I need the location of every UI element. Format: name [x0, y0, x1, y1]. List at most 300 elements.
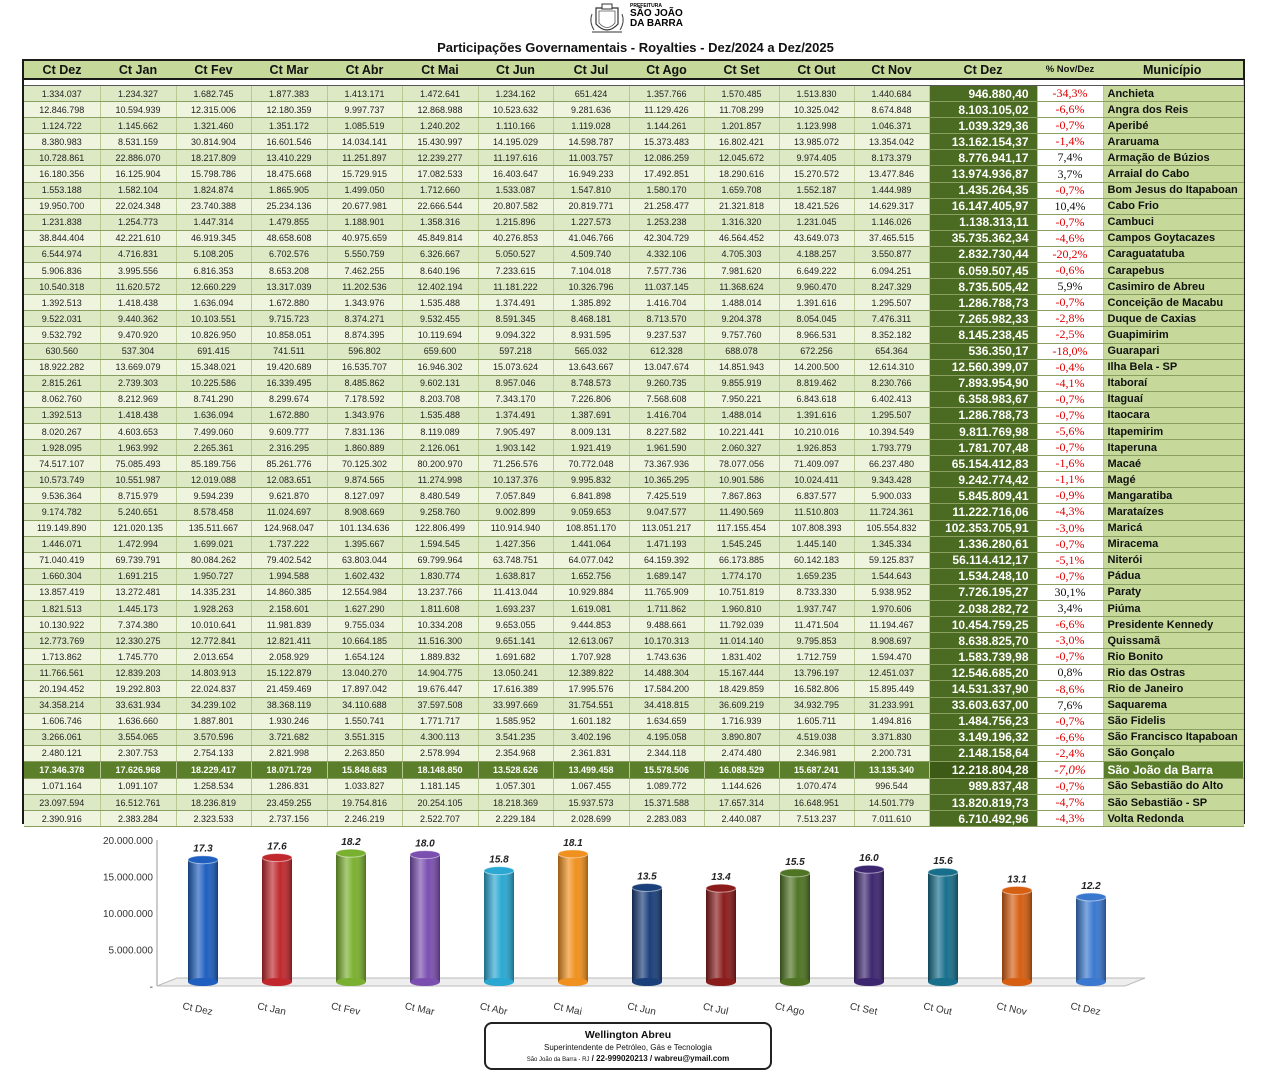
author-city: São João da Barra - RJ: [526, 1057, 590, 1063]
municipio-cell: Paraty: [1103, 584, 1243, 600]
month-value-cell: 2.323.533: [176, 811, 251, 827]
pct-change-cell: 3,7%: [1037, 166, 1103, 182]
month-value-cell: 1.552.187: [779, 182, 854, 198]
month-value-cell: 22.024.837: [176, 681, 251, 697]
table-row: [24, 440, 1243, 456]
dec-2025-value-cell: 33.603.637,00: [929, 697, 1037, 713]
dec-2025-value-cell: 6.710.492,96: [929, 811, 1037, 827]
month-value-cell: 34.932.795: [779, 697, 854, 713]
month-value-cell: 1.488.014: [704, 295, 779, 311]
month-value-cell: 1.357.766: [629, 86, 704, 102]
month-value-cell: 7.104.018: [553, 263, 629, 279]
month-value-cell: 14.860.385: [251, 584, 327, 600]
month-value-cell: 1.145.662: [100, 118, 176, 134]
month-value-cell: 1.358.316: [402, 214, 478, 230]
municipio-cell: Volta Redonda: [1103, 811, 1243, 827]
month-value-cell: 1.374.491: [478, 407, 553, 423]
month-value-cell: 1.321.460: [176, 118, 251, 134]
pct-change-cell: -6,6%: [1037, 102, 1103, 118]
month-value-cell: 8.173.379: [854, 150, 929, 166]
logo-line-3: DA BARRA: [630, 18, 683, 29]
month-value-cell: 15.895.449: [854, 681, 929, 697]
month-value-cell: 19.950.700: [24, 198, 100, 214]
month-value-cell: 1.672.880: [251, 407, 327, 423]
dec-2025-value-cell: 1.781.707,48: [929, 440, 1037, 456]
month-value-cell: 69.799.964: [402, 552, 478, 568]
pct-change-cell: 0,8%: [1037, 665, 1103, 681]
month-value-cell: 10.225.586: [176, 375, 251, 391]
month-value-cell: 10.573.749: [24, 472, 100, 488]
month-value-cell: 2.440.087: [704, 811, 779, 827]
month-value-cell: 1.215.896: [478, 214, 553, 230]
month-value-cell: 1.295.507: [854, 407, 929, 423]
dec-2025-value-cell: 9.811.769,98: [929, 423, 1037, 439]
month-value-cell: 4.188.257: [779, 246, 854, 262]
month-value-cell: 1.343.976: [327, 295, 402, 311]
bar-top: [706, 884, 736, 892]
month-value-cell: 124.968.047: [251, 520, 327, 536]
month-value-cell: 8.874.395: [327, 327, 402, 343]
municipio-cell: Presidente Kennedy: [1103, 617, 1243, 633]
month-value-cell: 1.636.660: [100, 713, 176, 729]
municipio-cell: Campos Goytacazes: [1103, 230, 1243, 246]
month-value-cell: 6.837.577: [779, 488, 854, 504]
month-value-cell: 18.421.526: [779, 198, 854, 214]
pct-change-cell: -3,0%: [1037, 520, 1103, 536]
column-header: Ct Ago: [629, 61, 704, 79]
month-value-cell: 63.748.751: [478, 552, 553, 568]
month-value-cell: 1.253.238: [629, 214, 704, 230]
month-value-cell: 11.620.572: [100, 279, 176, 295]
bar-shine: [854, 869, 884, 982]
dec-2025-value-cell: 14.531.337,90: [929, 681, 1037, 697]
bar-shine: [336, 853, 366, 982]
dec-2025-value-cell: 2.832.730,44: [929, 246, 1037, 262]
month-value-cell: 12.554.984: [327, 584, 402, 600]
month-value-cell: 1.144.626: [704, 778, 779, 794]
month-value-cell: 4.195.058: [629, 729, 704, 745]
dec-2025-value-cell: 3.149.196,32: [929, 729, 1037, 745]
bar-shine: [410, 855, 440, 982]
month-value-cell: 64.159.392: [629, 552, 704, 568]
month-value-cell: 6.544.974: [24, 246, 100, 262]
month-value-cell: 2.737.156: [251, 811, 327, 827]
month-value-cell: 8.054.045: [779, 311, 854, 327]
bar-base: [558, 978, 588, 986]
month-value-cell: 42.304.729: [629, 230, 704, 246]
month-value-cell: 5.240.651: [100, 504, 176, 520]
month-value-cell: 1.699.021: [176, 536, 251, 552]
bar-shine: [262, 858, 292, 982]
month-value-cell: 2.474.480: [704, 745, 779, 761]
month-value-cell: 1.950.727: [176, 568, 251, 584]
month-value-cell: 1.343.976: [327, 407, 402, 423]
month-value-cell: 64.077.042: [553, 552, 629, 568]
bar-data-label: 17.6: [267, 841, 287, 853]
column-header: % Nov/Dez: [1037, 61, 1103, 79]
month-value-cell: 8.741.290: [176, 391, 251, 407]
month-value-cell: 7.233.615: [478, 263, 553, 279]
table-row: [24, 86, 1243, 102]
pct-change-cell: -0,7%: [1037, 568, 1103, 584]
month-value-cell: 23.740.388: [176, 198, 251, 214]
month-value-cell: 14.034.141: [327, 134, 402, 150]
table-row: [24, 488, 1243, 504]
dec-2025-value-cell: 65.154.412,83: [929, 456, 1037, 472]
table-row: [24, 198, 1243, 214]
month-value-cell: 6.702.576: [251, 246, 327, 262]
author-contact-line: [486, 1054, 770, 1063]
pct-change-cell: -2,4%: [1037, 745, 1103, 761]
month-value-cell: 40.276.853: [478, 230, 553, 246]
pct-change-cell: -0,7%: [1037, 214, 1103, 230]
month-value-cell: 17.616.389: [478, 681, 553, 697]
month-value-cell: 8.908.697: [854, 633, 929, 649]
month-value-cell: 5.906.836: [24, 263, 100, 279]
pct-change-cell: -7,0%: [1037, 761, 1103, 778]
bar-top: [558, 850, 588, 858]
month-value-cell: 13.047.674: [629, 359, 704, 375]
pct-change-cell: -0,7%: [1037, 649, 1103, 665]
dec-2025-value-cell: 12.218.804,28: [929, 761, 1037, 778]
month-value-cell: 1.123.998: [779, 118, 854, 134]
bar-shine: [188, 860, 218, 982]
month-value-cell: 1.533.087: [478, 182, 553, 198]
month-value-cell: 21.459.469: [251, 681, 327, 697]
municipio-cell: Rio das Ostras: [1103, 665, 1243, 681]
month-value-cell: 34.418.815: [629, 697, 704, 713]
dec-2025-value-cell: 13.820.819,73: [929, 795, 1037, 811]
pct-change-cell: -8,6%: [1037, 681, 1103, 697]
month-value-cell: 31.233.991: [854, 697, 929, 713]
column-header: Ct Mai: [402, 61, 478, 79]
month-value-cell: 7.950.221: [704, 391, 779, 407]
y-tick-label: 5.000.000: [108, 945, 153, 957]
month-value-cell: 46.564.452: [704, 230, 779, 246]
month-value-cell: 1.085.519: [327, 118, 402, 134]
month-value-cell: 741.511: [251, 343, 327, 359]
month-value-cell: 691.415: [176, 343, 251, 359]
month-value-cell: 15.798.786: [176, 166, 251, 182]
month-value-cell: 11.197.616: [478, 150, 553, 166]
pct-change-cell: -2,5%: [1037, 327, 1103, 343]
dec-2025-value-cell: 8.103.105,02: [929, 102, 1037, 118]
month-value-cell: 651.424: [553, 86, 629, 102]
bar-7: [706, 884, 736, 986]
bar-base: [484, 978, 514, 986]
month-value-cell: 1.636.094: [176, 295, 251, 311]
month-value-cell: 1.963.992: [100, 440, 176, 456]
municipio-cell: Pádua: [1103, 568, 1243, 584]
month-value-cell: 13.135.340: [854, 761, 929, 778]
bar-base: [1002, 978, 1032, 986]
y-tick-label: 15.000.000: [102, 872, 153, 884]
dec-2025-value-cell: 5.845.809,41: [929, 488, 1037, 504]
month-value-cell: 630.560: [24, 343, 100, 359]
month-value-cell: 1.427.356: [478, 536, 553, 552]
month-value-cell: 30.814.904: [176, 134, 251, 150]
month-value-cell: 110.914.940: [478, 520, 553, 536]
month-value-cell: 12.772.841: [176, 633, 251, 649]
month-value-cell: 14.598.787: [553, 134, 629, 150]
month-value-cell: 1.231.045: [779, 214, 854, 230]
pct-change-cell: -4,1%: [1037, 375, 1103, 391]
month-value-cell: 66.173.885: [704, 552, 779, 568]
bar-base: [336, 978, 366, 986]
month-value-cell: 16.403.647: [478, 166, 553, 182]
dec-2025-value-cell: 8.638.825,70: [929, 633, 1037, 649]
month-value-cell: 71.040.419: [24, 552, 100, 568]
pct-change-cell: -6,6%: [1037, 729, 1103, 745]
month-value-cell: 34.110.688: [327, 697, 402, 713]
royalties-table-wrap: [22, 59, 1245, 824]
table-row: [24, 761, 1243, 778]
municipio-cell: São Sebastião - SP: [1103, 795, 1243, 811]
month-value-cell: 12.614.310: [854, 359, 929, 375]
bar-top: [854, 865, 884, 873]
month-value-cell: 1.580.170: [629, 182, 704, 198]
month-value-cell: 11.765.909: [629, 584, 704, 600]
month-value-cell: 22.666.544: [402, 198, 478, 214]
month-value-cell: 8.485.862: [327, 375, 402, 391]
month-value-cell: 10.010.641: [176, 617, 251, 633]
month-value-cell: 1.743.636: [629, 649, 704, 665]
month-value-cell: 1.124.722: [24, 118, 100, 134]
bar-shine: [484, 871, 514, 982]
month-value-cell: 6.326.667: [402, 246, 478, 262]
month-value-cell: 2.265.361: [176, 440, 251, 456]
month-value-cell: 1.089.772: [629, 778, 704, 794]
month-value-cell: 9.281.636: [553, 102, 629, 118]
month-value-cell: 9.522.031: [24, 311, 100, 327]
bar-6: [632, 883, 662, 986]
month-value-cell: 5.108.205: [176, 246, 251, 262]
month-value-cell: 16.946.302: [402, 359, 478, 375]
dec-2025-value-cell: 1.286.788,73: [929, 295, 1037, 311]
month-value-cell: 17.897.042: [327, 681, 402, 697]
bar-top: [1076, 893, 1106, 901]
bar-shine: [632, 887, 662, 982]
month-value-cell: 1.691.215: [100, 568, 176, 584]
month-value-cell: 18.236.819: [176, 795, 251, 811]
month-value-cell: 16.125.904: [100, 166, 176, 182]
month-value-cell: 1.227.573: [553, 214, 629, 230]
dec-2025-value-cell: 13.162.154,37: [929, 134, 1037, 150]
month-value-cell: 1.619.081: [553, 601, 629, 617]
month-value-cell: 8.374.271: [327, 311, 402, 327]
month-value-cell: 2.158.601: [251, 601, 327, 617]
month-value-cell: 9.621.870: [251, 488, 327, 504]
month-value-cell: 1.286.831: [251, 778, 327, 794]
month-value-cell: 12.821.411: [251, 633, 327, 649]
month-value-cell: 1.472.641: [402, 86, 478, 102]
month-value-cell: 1.831.402: [704, 649, 779, 665]
month-value-cell: 13.985.072: [779, 134, 854, 150]
month-value-cell: 11.413.044: [478, 584, 553, 600]
month-value-cell: 11.981.839: [251, 617, 327, 633]
month-value-cell: 12.839.203: [100, 665, 176, 681]
month-value-cell: 1.544.643: [854, 568, 929, 584]
month-value-cell: 34.358.214: [24, 697, 100, 713]
month-value-cell: 7.011.610: [854, 811, 929, 827]
pct-change-cell: -1,1%: [1037, 472, 1103, 488]
dec-2025-value-cell: 8.145.238,45: [929, 327, 1037, 343]
bar-top: [262, 854, 292, 862]
month-value-cell: 85.261.776: [251, 456, 327, 472]
month-value-cell: 9.204.378: [704, 311, 779, 327]
dec-2025-value-cell: 102.353.705,91: [929, 520, 1037, 536]
month-value-cell: 8.966.531: [779, 327, 854, 343]
table-row: [24, 230, 1243, 246]
month-value-cell: 1.887.801: [176, 713, 251, 729]
municipio-cell: Itaguaí: [1103, 391, 1243, 407]
month-value-cell: 12.868.988: [402, 102, 478, 118]
month-value-cell: 8.230.766: [854, 375, 929, 391]
bar-base: [262, 978, 292, 986]
municipio-cell: Miracema: [1103, 536, 1243, 552]
pct-change-cell: 7,4%: [1037, 150, 1103, 166]
bar-4: [484, 867, 514, 986]
column-header: Ct Out: [779, 61, 854, 79]
column-header: Ct Mar: [251, 61, 327, 79]
month-value-cell: 565.032: [553, 343, 629, 359]
month-value-cell: 1.711.862: [629, 601, 704, 617]
dec-2025-value-cell: 13.974.936,87: [929, 166, 1037, 182]
month-value-cell: 11.194.467: [854, 617, 929, 633]
bar-base: [188, 978, 218, 986]
column-header: Ct Set: [704, 61, 779, 79]
bar-10: [928, 868, 958, 986]
month-value-cell: 9.258.760: [402, 504, 478, 520]
month-value-cell: 1.693.237: [478, 601, 553, 617]
municipio-cell: Piúma: [1103, 601, 1243, 617]
month-value-cell: 9.440.362: [100, 311, 176, 327]
page-title: Participações Governamentais - Royalties - Dez/2024 a Dez/2025: [437, 40, 834, 55]
bar-5: [558, 850, 588, 986]
bar-12: [1076, 893, 1106, 986]
month-value-cell: 1.712.759: [779, 649, 854, 665]
month-value-cell: 10.325.042: [779, 102, 854, 118]
month-value-cell: 1.921.419: [553, 440, 629, 456]
month-value-cell: 1.659.708: [704, 182, 779, 198]
month-value-cell: 33.631.934: [100, 697, 176, 713]
month-value-cell: 8.578.458: [176, 504, 251, 520]
month-value-cell: 1.961.590: [629, 440, 704, 456]
municipio-cell: Conceição de Macabu: [1103, 295, 1243, 311]
bar-0: [188, 856, 218, 986]
month-value-cell: 11.708.299: [704, 102, 779, 118]
month-value-cell: 1.387.691: [553, 407, 629, 423]
pct-change-cell: -4,6%: [1037, 230, 1103, 246]
month-value-cell: 1.444.989: [854, 182, 929, 198]
month-value-cell: 2.480.121: [24, 745, 100, 761]
month-value-cell: 12.402.194: [402, 279, 478, 295]
bar-base: [706, 978, 736, 986]
bar-data-label: 15.6: [933, 856, 953, 868]
month-value-cell: 40.975.659: [327, 230, 402, 246]
month-value-cell: 9.874.565: [327, 472, 402, 488]
x-tick-label: Ct Nov: [995, 1000, 1028, 1019]
month-value-cell: 1.672.880: [251, 295, 327, 311]
month-value-cell: 11.181.222: [478, 279, 553, 295]
table-row: [24, 279, 1243, 295]
municipio-cell: Magé: [1103, 472, 1243, 488]
dec-2025-value-cell: 9.242.774,42: [929, 472, 1037, 488]
table-row: [24, 697, 1243, 713]
bar-base: [410, 978, 440, 986]
month-value-cell: 15.270.572: [779, 166, 854, 182]
month-value-cell: 15.167.444: [704, 665, 779, 681]
municipio-cell: Niterói: [1103, 552, 1243, 568]
month-value-cell: 71.409.097: [779, 456, 854, 472]
month-value-cell: 8.203.708: [402, 391, 478, 407]
month-value-cell: 10.901.586: [704, 472, 779, 488]
month-value-cell: 3.554.065: [100, 729, 176, 745]
table-row: [24, 423, 1243, 439]
month-value-cell: 1.254.773: [100, 214, 176, 230]
month-value-cell: 1.258.534: [176, 778, 251, 794]
municipio-cell: Aperibé: [1103, 118, 1243, 134]
month-value-cell: 73.367.936: [629, 456, 704, 472]
month-value-cell: 12.083.651: [251, 472, 327, 488]
table-row: [24, 391, 1243, 407]
pct-change-cell: 3,4%: [1037, 601, 1103, 617]
month-value-cell: 14.200.500: [779, 359, 854, 375]
pct-change-cell: -0,7%: [1037, 182, 1103, 198]
month-value-cell: 16.582.806: [779, 681, 854, 697]
month-value-cell: 41.046.766: [553, 230, 629, 246]
municipio-cell: Guapimirim: [1103, 327, 1243, 343]
month-value-cell: 18.229.417: [176, 761, 251, 778]
bar-top: [188, 856, 218, 864]
month-value-cell: 6.816.353: [176, 263, 251, 279]
month-value-cell: 1.660.304: [24, 568, 100, 584]
month-value-cell: 10.826.950: [176, 327, 251, 343]
month-value-cell: 1.441.064: [553, 536, 629, 552]
bar-8: [780, 869, 810, 986]
x-tick-label: Ct Set: [848, 1001, 879, 1018]
month-value-cell: 4.603.653: [100, 423, 176, 439]
month-value-cell: 2.283.083: [629, 811, 704, 827]
month-value-cell: 19.754.816: [327, 795, 402, 811]
municipio-cell: Quissamã: [1103, 633, 1243, 649]
month-value-cell: 9.594.239: [176, 488, 251, 504]
month-value-cell: 6.843.618: [779, 391, 854, 407]
table-row: [24, 649, 1243, 665]
month-value-cell: 1.351.172: [251, 118, 327, 134]
table-row: [24, 359, 1243, 375]
municipio-cell: Anchieta: [1103, 86, 1243, 102]
author-role: Superintendente de Petróleo, Gás e Tecnologia: [544, 1043, 712, 1052]
bar-3: [410, 851, 440, 986]
month-value-cell: 7.499.060: [176, 423, 251, 439]
month-value-cell: 8.713.570: [629, 311, 704, 327]
month-value-cell: 33.997.669: [478, 697, 553, 713]
bar-data-label: 13.5: [637, 871, 657, 883]
month-value-cell: 3.550.877: [854, 246, 929, 262]
month-value-cell: 659.600: [402, 343, 478, 359]
dec-2025-value-cell: 8.735.505,42: [929, 279, 1037, 295]
month-value-cell: 1.605.711: [779, 713, 854, 729]
column-header: Ct Dez: [929, 61, 1037, 79]
month-value-cell: 15.430.997: [402, 134, 478, 150]
month-value-cell: 12.613.067: [553, 633, 629, 649]
month-value-cell: 10.751.819: [704, 584, 779, 600]
municipio-cell: Bom Jesus do Itapaboan: [1103, 182, 1243, 198]
month-value-cell: 43.649.073: [779, 230, 854, 246]
month-value-cell: 1.712.660: [402, 182, 478, 198]
month-value-cell: 12.773.769: [24, 633, 100, 649]
